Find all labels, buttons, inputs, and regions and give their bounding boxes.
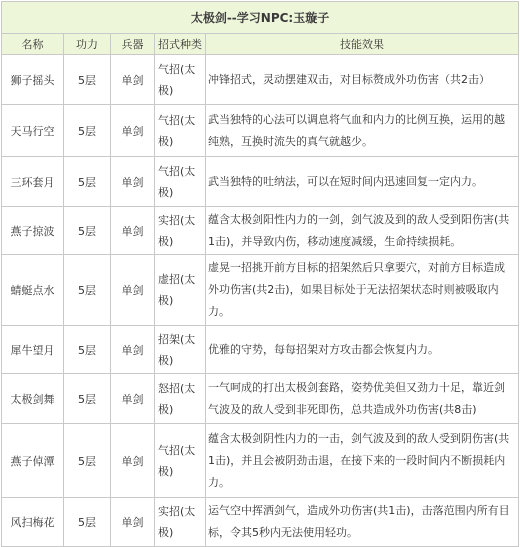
skill-effect: 一气呵成的打出太极剑套路，姿势优美但又劲力十足，靠近剑气波及的敌人受到非死即伤，总共造成外功伤害(共8击) [206,374,519,424]
skill-weapon: 单剑 [111,157,155,207]
skill-effect: 武当独特的吐纳法，可以在短时间内迅速回复一定内力。 [206,157,519,207]
skill-type: 气招(太极) [155,424,206,498]
skill-type: 招架(太极) [155,326,206,374]
skill-power: 5层 [64,326,111,374]
skill-weapon: 单剑 [111,255,155,326]
skill-name: 蜻蜓点水 [2,255,64,326]
skill-effect: 运气空中挥洒剑气，造成外功伤害(共1击)，击落范围内所有目标，令其5秒内无法使用轻功。 [206,498,519,547]
table-row [2,255,519,326]
skill-effect: 蕴含太极剑阴性内力的一击，剑气波及到的敌人受到阴伤害(共1击)，并且会被阴劲击退，在接下来的一段时间内不断损耗内力。 [206,424,519,498]
skill-effect: 武当独特的心法可以调息将气血和内力的比例互换，运用的越纯熟，互换时流失的真气就越少。 [206,105,519,157]
skill-name: 燕子掠波 [2,207,64,255]
skill-effect: 优雅的守势，每每招架对方攻击都会恢复内力。 [206,326,519,374]
skill-name: 燕子倬潭 [2,424,64,498]
header-name: 名称 [2,34,64,55]
skill-type: 气招(太极) [155,55,206,105]
skill-weapon: 单剑 [111,326,155,374]
skill-type: 实招(太极) [155,498,206,547]
title-row [2,2,519,34]
skill-power: 5层 [64,255,111,326]
table-row [2,498,519,547]
skill-name: 狮子摇头 [2,55,64,105]
table-row [2,374,519,424]
skill-name: 风扫梅花 [2,498,64,547]
table-row [2,424,519,498]
skill-power: 5层 [64,55,111,105]
skill-type: 气招(太极) [155,157,206,207]
skill-type: 实招(太极) [155,207,206,255]
skill-type: 气招(太极) [155,105,206,157]
table-title: 太极剑--学习NPC:玉璇子 [2,2,519,34]
skill-weapon: 单剑 [111,207,155,255]
skill-effect: 冲锋招式，灵动摆建双击，对目标赘成外功伤害（共2击） [206,55,519,105]
skill-type: 虚招(太极) [155,255,206,326]
skill-weapon: 单剑 [111,105,155,157]
skill-effect: 蕴含太极剑阳性内力的一剑，剑气波及到的敌人受到阳伤害(共1击)，并导致内伤，移动速度减缓，生命持续损耗。 [206,207,519,255]
skill-power: 5层 [64,207,111,255]
header-type: 招式种类 [155,34,206,55]
skill-type: 怒招(太极) [155,374,206,424]
skill-weapon: 单剑 [111,424,155,498]
skill-weapon: 单剑 [111,498,155,547]
skill-name: 太极剑舞 [2,374,64,424]
header-row [2,34,519,55]
table-row [2,157,519,207]
skill-power: 5层 [64,157,111,207]
table-row [2,207,519,255]
skill-power: 5层 [64,105,111,157]
header-effect: 技能效果 [206,34,519,55]
skill-power: 5层 [64,374,111,424]
skill-effect: 虚晃一招挑开前方目标的招架然后只拿要穴，对前方目标造成外功伤害(共2击)，如果目标处于无法招架状态时则被吸取内力。 [206,255,519,326]
table-row [2,326,519,374]
skill-name: 三环套月 [2,157,64,207]
skill-weapon: 单剑 [111,374,155,424]
header-power: 功力 [64,34,111,55]
skill-power: 5层 [64,424,111,498]
skill-name: 天马行空 [2,105,64,157]
skill-table [1,1,519,547]
skill-weapon: 单剑 [111,55,155,105]
skill-name: 犀牛望月 [2,326,64,374]
header-weapon: 兵器 [111,34,155,55]
table-row [2,105,519,157]
skill-power: 5层 [64,498,111,547]
table-row [2,55,519,105]
